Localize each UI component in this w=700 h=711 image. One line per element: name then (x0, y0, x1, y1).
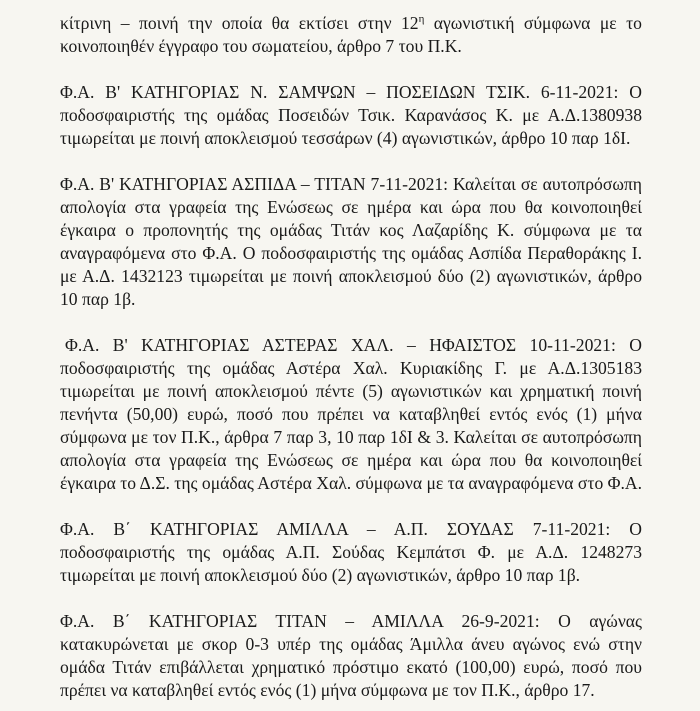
decision-paragraph-amilla-soudas: Φ.Α. Β΄ ΚΑΤΗΓΟΡΙΑΣ ΑΜΙΛΛΑ – Α.Π. ΣΟΥΔΑΣ 7-11-2021: Ο ποδοσφαιριστής της ομάδας Α.Π. Σούδας Κεμπάτσι Φ. με Α.Δ. 1248273 τιμωρείται με ποινή αποκλεισμού δύο (2) αγωνιστικών, άρθρο 10 παρ 1β. (60, 519, 642, 585)
decision-paragraph-titan-amilla: Φ.Α. Β΄ ΚΑΤΗΓΟΡΙΑΣ ΤΙΤΑΝ – ΑΜΙΛΛΑ 26-9-2021: Ο αγώνας κατακυρώνεται με σκορ 0-3 υπέρ της ομάδας Άμιλλα άνευ αγώνος ενώ στην ομάδα Τιτάν επιβάλλεται χρηματικό πρόστιμο εκατό (100,00) ευρώ, ποσό που πρέπει να καταβληθεί εντός ενός (1) μήνα σύμφωνα με τον Π.Κ., άρθρο 17. (60, 611, 642, 700)
decision-paragraph-samson-poseidon: Φ.Α. Β' ΚΑΤΗΓΟΡΙΑΣ Ν. ΣΑΜΨΩΝ – ΠΟΣΕΙΔΩΝ ΤΣΙΚ. 6-11-2021: Ο ποδοσφαιριστής της ομάδας Ποσειδών Τσικ. Καρανάσος Κ. με Α.Δ.1380938 τιμωρείται με ποινή αποκλεισμού τεσσάρων (4) αγωνιστικών, άρθρο 10 παρ 1δΙ. (60, 82, 642, 148)
paragraph-text: αγωνιστική σύμφωνα με το κοινοποιηθέν έγγραφο του σωματείου, άρθρο 7 του Π.Κ. (60, 13, 642, 56)
decision-paragraph-asteras-ifaistos: Φ.Α. Β' ΚΑΤΗΓΟΡΙΑΣ ΑΣΤΕΡΑΣ ΧΑΛ. – ΗΦΑΙΣΤΟΣ 10-11-2021: Ο ποδοσφαιριστής της ομάδας Αστέρα Χαλ. Κυριακίδης Γ. με Α.Δ.1305183 τιμωρείται με ποινή αποκλεισμού πέντε (5) αγωνιστικών και χρηματική ποινή πενήντα (50,00) ευρώ, ποσό που πρέπει να καταβληθεί εντός ενός (1) μήνα σύμφωνα με τον Π.Κ., άρθρα 7 παρ 3, 10 παρ 1δΙ & 3. Καλείται σε αυτοπρόσωπη απολογία στα γραφεία της Ενώσεως σε ημέρα και ώρα που θα κοινοποιηθεί έγκαιρα το Δ.Σ. της ομάδας Αστέρα Χαλ. σύμφωνα με τα αναγραφόμενα στο Φ.Α. (60, 335, 643, 493)
paragraph-continuation (60, 12, 642, 58)
ordinal-superscript: η (418, 13, 425, 26)
decision-paragraph-aspida-titan: Φ.Α. Β' ΚΑΤΗΓΟΡΙΑΣ ΑΣΠΙΔΑ – ΤΙΤΑΝ 7-11-2021: Καλείται σε αυτοπρόσωπη απολογία στα γραφεία της Ενώσεως σε ημέρα και ώρα που θα κοινοποιηθεί έγκαιρα ο προπονητής της ομάδας Τιτάν κος Λαζαρίδης Κ. σύμφωνα με τα αναγραφόμενα στο Φ.Α. Ο ποδοσφαιριστής της ομάδας Ασπίδα Περαθοράκης Ι. με Α.Δ. 1432123 τιμωρείται με ποινή αποκλεισμού δύο (2) αγωνιστικών, άρθρο 10 παρ 1β. (60, 174, 642, 309)
paragraph-text: κίτρινη – ποινή την οποία θα εκτίσει στην 12 (60, 13, 419, 33)
